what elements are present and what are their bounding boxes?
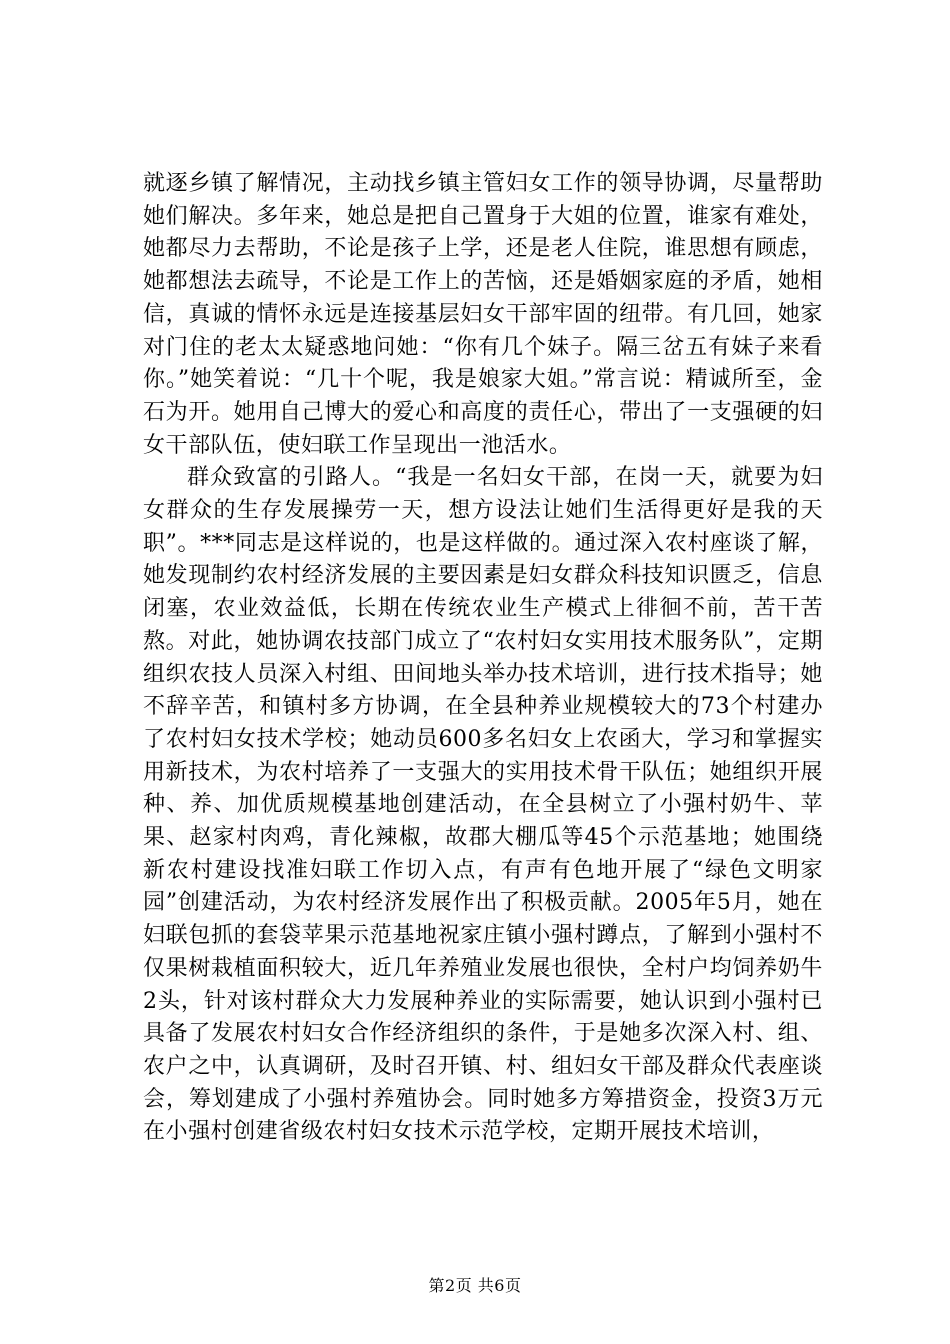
page-footer: 第2页 共6页 [428, 1276, 522, 1295]
document-body [143, 168, 823, 1149]
paragraph-rich-guide: 群众致富的引路人。“我是一名妇女干部，在岗一天，就要为妇女群众的生存发展操劳一天，想方设法让她们生活得更好是我的天职”。***同志是这样说的，也是这样做的。通过深入农村座谈了解，她发现制约农村经济发展的主要因素是妇女群众科技知识匮乏，信息闭塞，农业效益低，长期在传统农业生产模式上徘徊不前，苦干苦熬。对此，她协调农技部门成立了“农村妇女实用技术服务队”，定期组织农技人员深入村组、田间地头举办技术培训，进行技术指导；她不辞辛苦，和镇村多方协调，在全县种养业规模较大的73个村建办了农村妇女技术学校；她动员600多名妇女上农函大，学习和掌握实用新技术，为农村培养了一支强大的实用技术骨干队伍；她组织开展种、养、加优质规模基地创建活动，在全县树立了小强村奶牛、苹果、赵家村肉鸡，青化辣椒，故郡大棚瓜等45个示范基地；她围绕新农村建设找准妇联工作切入点，有声有色地开展了“绿色文明家园”创建活动，为农村经济发展作出了积极贡献。2005年5月，她在妇联包抓的套袋苹果示范基地祝家庄镇小强村蹲点，了解到小强村不仅果树栽植面积较大，近几年养殖业发展也很快，全村户均饲养奶牛2头，针对该村群众大力发展种养业的实际需要，她认识到小强村已具备了发展农村妇女合作经济组织的条件，于是她多次深入村、组、农户之中，认真调研，及时召开镇、村、组妇女干部及群众代表座谈会，筹划建成了小强村养殖协会。同时她多方筹措资金，投资3万元在小强村创建省级农村妇女技术示范学校，定期开展技术培训， [143, 465, 823, 1145]
paragraph-continuation: 就逐乡镇了解情况，主动找乡镇主管妇女工作的领导协调，尽量帮助她们解决。多年来，她总是把自己置身于大姐的位置，谁家有难处，她都尽力去帮助，不论是孩子上学，还是老人住院，谁思想有顾虑，她都想法去疏导，不论是工作上的苦恼，还是婚姻家庭的矛盾，她相信，真诚的情怀永远是连接基层妇女干部牢固的纽带。有几回，她家对门住的老太太疑惑地问她：“你有几个妹子。隔三岔五有妹子来看你。”她笑着说：“几十个呢，我是娘家大姐。”常言说：精诚所至，金石为开。她用自己博大的爱心和高度的责任心，带出了一支强硬的妇女干部队伍，使妇联工作呈现出一池活水。 [143, 171, 823, 458]
